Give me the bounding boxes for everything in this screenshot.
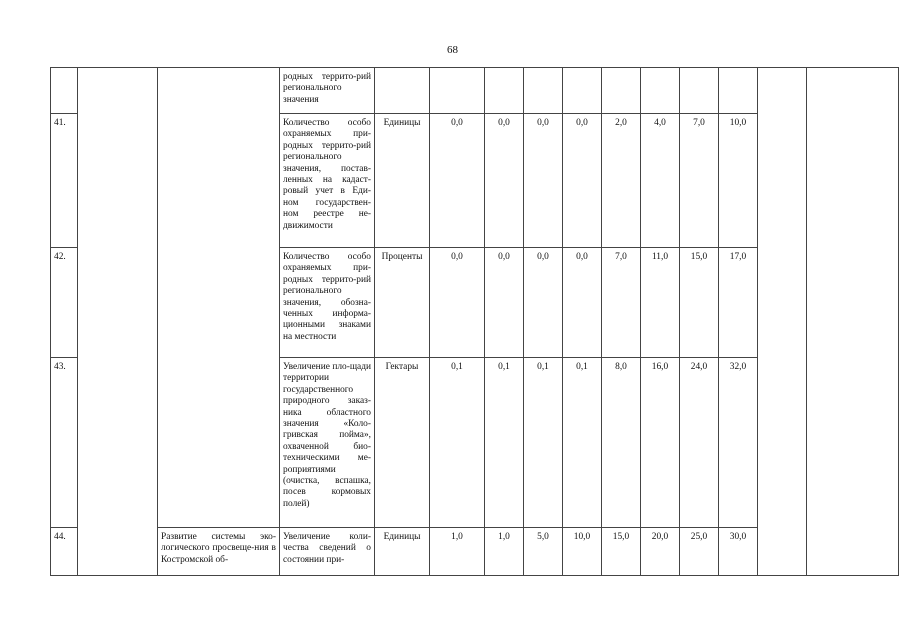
value-cell: 30,0 [719, 528, 758, 576]
row-number: 42. [51, 248, 78, 358]
value-cell: 0,1 [563, 358, 602, 528]
row-number: 44. [51, 528, 78, 576]
value-cell: 7,0 [680, 114, 719, 248]
value-cell: 25,0 [680, 528, 719, 576]
indicator-name: родных террито-рий регионального значения [280, 68, 375, 114]
indicators-table [50, 67, 899, 576]
unit: Проценты [375, 248, 430, 358]
section-cell [158, 68, 280, 528]
value-cell [719, 68, 758, 114]
value-cell: 0,0 [524, 248, 563, 358]
blank-column-cell [78, 68, 158, 576]
value-cell: 4,0 [641, 114, 680, 248]
indicator-name: Увеличение коли-чества сведений о состоянии при- [280, 528, 375, 576]
value-cell: 1,0 [430, 528, 485, 576]
unit [375, 68, 430, 114]
value-cell [641, 68, 680, 114]
value-cell: 0,0 [430, 248, 485, 358]
row-number: 41. [51, 114, 78, 248]
page-number: 68 [447, 44, 458, 56]
unit: Гектары [375, 358, 430, 528]
indicator-name: Увеличение пло-щади территории государственного природного заказ-ника областного значения «Коло-гривская пойма», охваченной био-техническими ме-роприятиями (очистка, вспашка, посев кормовых полей) [280, 358, 375, 528]
value-cell: 0,1 [485, 358, 524, 528]
blank-column-cell [807, 68, 899, 576]
value-cell [430, 68, 485, 114]
value-cell: 24,0 [680, 358, 719, 528]
indicator-name: Количество особо охраняемых при-родных террито-рий регионального значения, постав-ленных на кадаст-ровый учет в Еди-ном государствен-ном реестре не-движимости [280, 114, 375, 248]
value-cell: 0,0 [430, 114, 485, 248]
value-cell: 15,0 [602, 528, 641, 576]
row-number [51, 68, 78, 114]
table-row [51, 68, 899, 114]
value-cell: 7,0 [602, 248, 641, 358]
indicator-name: Количество особо охраняемых при-родных террито-рий регионального значения, обозна-ченных информа-ционными знаками на местности [280, 248, 375, 358]
value-cell [680, 68, 719, 114]
row-number: 43. [51, 358, 78, 528]
value-cell: 11,0 [641, 248, 680, 358]
value-cell: 0,0 [563, 114, 602, 248]
value-cell: 16,0 [641, 358, 680, 528]
value-cell [485, 68, 524, 114]
value-cell: 8,0 [602, 358, 641, 528]
value-cell: 2,0 [602, 114, 641, 248]
value-cell: 32,0 [719, 358, 758, 528]
section-cell: Развитие системы эко-логического просвеще-ния в Костромской об- [158, 528, 280, 576]
value-cell: 0,1 [524, 358, 563, 528]
unit: Единицы [375, 114, 430, 248]
blank-column-cell [758, 68, 807, 576]
value-cell: 0,1 [430, 358, 485, 528]
value-cell: 0,0 [563, 248, 602, 358]
value-cell: 0,0 [485, 114, 524, 248]
unit: Единицы [375, 528, 430, 576]
value-cell: 20,0 [641, 528, 680, 576]
value-cell: 10,0 [719, 114, 758, 248]
value-cell: 5,0 [524, 528, 563, 576]
value-cell [602, 68, 641, 114]
value-cell [563, 68, 602, 114]
value-cell: 17,0 [719, 248, 758, 358]
value-cell: 0,0 [524, 114, 563, 248]
value-cell: 1,0 [485, 528, 524, 576]
value-cell [524, 68, 563, 114]
value-cell: 10,0 [563, 528, 602, 576]
value-cell: 0,0 [485, 248, 524, 358]
value-cell: 15,0 [680, 248, 719, 358]
